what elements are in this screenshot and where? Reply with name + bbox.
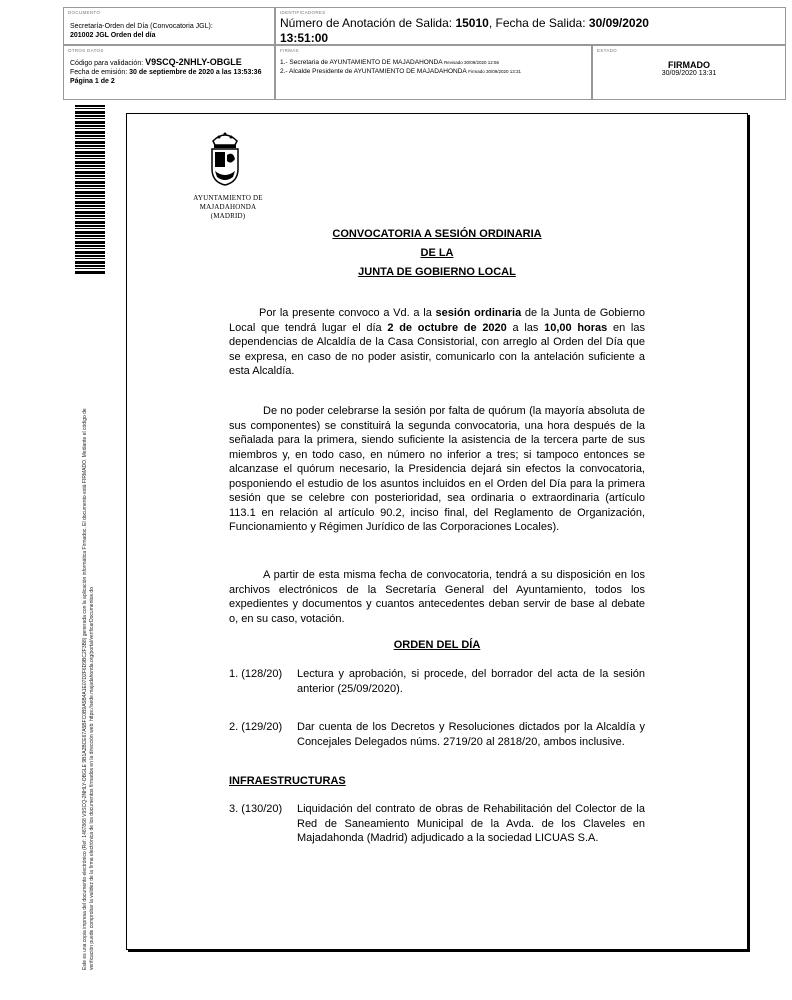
verification-side-text xyxy=(82,300,95,970)
anotacion-prefix: Número de Anotación de Salida: xyxy=(280,16,456,30)
hora-salida: 13:51:00 xyxy=(280,31,329,45)
fecha-emision: 30 de septiembre de 2020 a las 13:53:36 xyxy=(129,69,262,76)
identificadores-cell xyxy=(275,7,786,45)
codigo-validacion: V9SCQ-2NHLY-OBGLE xyxy=(145,57,242,67)
agenda-item xyxy=(229,667,645,696)
side-text-line1: Este es una copia impresa del documento electrónico (Ref: 1487868 V9SCQ-2NHLY-OBGLE 9B1A2BCE67A5BFC0B9A5B4A1E07D2F6D9BC2F3B8) generada con la aplicación informática Firmadoc. El documento está FIRMADO. Mediante el código de xyxy=(82,408,88,970)
coat-of-arms-icon xyxy=(205,127,245,189)
para1-text-c: de la Junta de Gobierno Local que tendrá lugar el día xyxy=(229,307,645,334)
ayto-line3: (MADRID) xyxy=(210,212,246,220)
title-line1: CONVOCATORIA A SESIÓN ORDINARIA xyxy=(332,228,542,240)
documento-label: DOCUMENTO xyxy=(68,10,101,15)
signature-header xyxy=(63,7,786,100)
firmas-label: FIRMAS xyxy=(280,48,299,53)
agenda-item-text: Dar cuenta de los Decretos y Resoluciones dictados por la Alcaldía y Concejales Delegados núms. 2719/20 al 2818/20, ambos inclusive. xyxy=(297,721,645,748)
firma-2-date: Firmado 30/09/2020 13:31 xyxy=(468,69,522,74)
para1-hora: 10,00 horas xyxy=(544,321,608,334)
paragraph-quorum: De no poder celebrarse la sesión por falta de quórum (la mayoría absoluta de sus componentes) se constituirá la segunda convocatoria, una hora después de la señalada para la primera, siendo suficiente la asistencia de la tercera parte de sus miembros y, en todo caso, en número no inferior a tres; si tampoco entonces se alcanzase el quórum necesario, la Presidencia dejará sin efectos la convocatoria, posponiendo el estudio de los asuntos incluidos en el Orden del Día para la primera sesión que se celebre con posterioridad, sea ordinaria o extraordinaria (artículo 113.1 en relación al artículo 90.2, inciso final, del Reglamento de Organización, Funcionamiento y Régimen Jurídico de las Corporaciones Locales). xyxy=(229,405,645,533)
otros-label: OTROS DATOS xyxy=(68,48,104,53)
agenda-item-number: 3. (130/20) xyxy=(229,803,283,815)
title-line2: DE LA xyxy=(420,247,454,259)
para1-text-e: a las xyxy=(506,321,545,334)
agenda-item-number: 2. (129/20) xyxy=(229,721,283,733)
identificadores-label: IDENTIFICADORES xyxy=(280,10,326,15)
firma-1: 1.- Secretaria de AYUNTAMIENTO DE MAJADAHONDA xyxy=(280,59,443,66)
orden-del-dia-title: ORDEN DEL DÍA xyxy=(393,639,481,651)
title-line3: JUNTA DE GOBIERNO LOCAL xyxy=(358,266,516,278)
para1-text-g: en las dependencias de Alcaldía de la Casa Consistorial, con arreglo al Orden del Día que se expresa, en caso de no poder asistir, comunicarlo con la antelación suficiente a esta Alcaldía. xyxy=(229,321,645,377)
barcode xyxy=(75,105,105,275)
anotacion-number: 15010 xyxy=(455,16,489,30)
para1-sesion: sesión ordinaria xyxy=(435,307,522,319)
fecha-salida: 30/09/2020 xyxy=(588,16,649,30)
fecha-prefix: , Fecha de Salida: xyxy=(488,16,589,30)
estado-value: FIRMADO xyxy=(668,60,710,70)
documento-line2: 201002 JGL Orden del día xyxy=(70,32,156,39)
documento-cell xyxy=(63,7,275,45)
otros-datos-cell xyxy=(63,45,275,100)
emision-prefix: Fecha de emisión: xyxy=(70,69,130,76)
agenda-item-number: 1. (128/20) xyxy=(229,668,283,680)
agenda-item-text: Lectura y aprobación, si procede, del borrador del acta de la sesión anterior (25/09/2020). xyxy=(297,668,645,695)
side-text-line2: verificación puede comprobar la validez de la firma electrónica de los documentos firmados en la dirección web: https://sede.majadahonda.org/portal/verificarDocumentos.do xyxy=(88,587,95,970)
firma-2: 2.- Alcalde Presidente de AYUNTAMIENTO DE MAJADAHONDA xyxy=(280,68,467,75)
ayuntamiento-caption xyxy=(190,194,266,221)
estado-cell xyxy=(592,45,786,100)
codigo-prefix: Código para validación: xyxy=(70,60,146,67)
estado-fecha: 30/09/2020 13:31 xyxy=(661,70,717,77)
pagina-label: Página 1 de 2 xyxy=(70,78,115,85)
estado-label: ESTADO xyxy=(597,48,617,53)
para1-text-a: Por la presente convoco a Vd. a la xyxy=(259,307,436,319)
agenda-item xyxy=(229,802,645,846)
documento-line1: Secretaría-Orden del Día (Convocatoria JGL): xyxy=(70,23,213,30)
ayto-line2: MAJADAHONDA xyxy=(199,203,257,211)
section-infraestructuras: INFRAESTRUCTURAS xyxy=(229,775,346,787)
firma-1-date: Revisado 30/09/2020 12:56 xyxy=(444,60,500,65)
agenda-item xyxy=(229,720,645,749)
firmas-cell xyxy=(275,45,592,100)
paragraph-convocatoria xyxy=(229,306,645,379)
ayto-line1: AYUNTAMIENTO DE xyxy=(193,194,263,202)
para1-fecha: 2 de octubre de 2020 xyxy=(387,321,507,334)
paragraph-disposicion: A partir de esta misma fecha de convocatoria, tendrá a su disposición en los archivos electrónicos de la Secretaría General del Ayuntamiento, todos los expedientes y documentos y cuantos antecedentes deban servir de base al debate o, en su caso, votación. xyxy=(229,569,645,625)
agenda-item-text: Liquidación del contrato de obras de Rehabilitación del Colector de la Red de Saneamiento Municipal de la Avda. de los Claveles en Majadahonda (Madrid) adjudicado a la sociedad LICUAS S.A. xyxy=(297,803,645,844)
